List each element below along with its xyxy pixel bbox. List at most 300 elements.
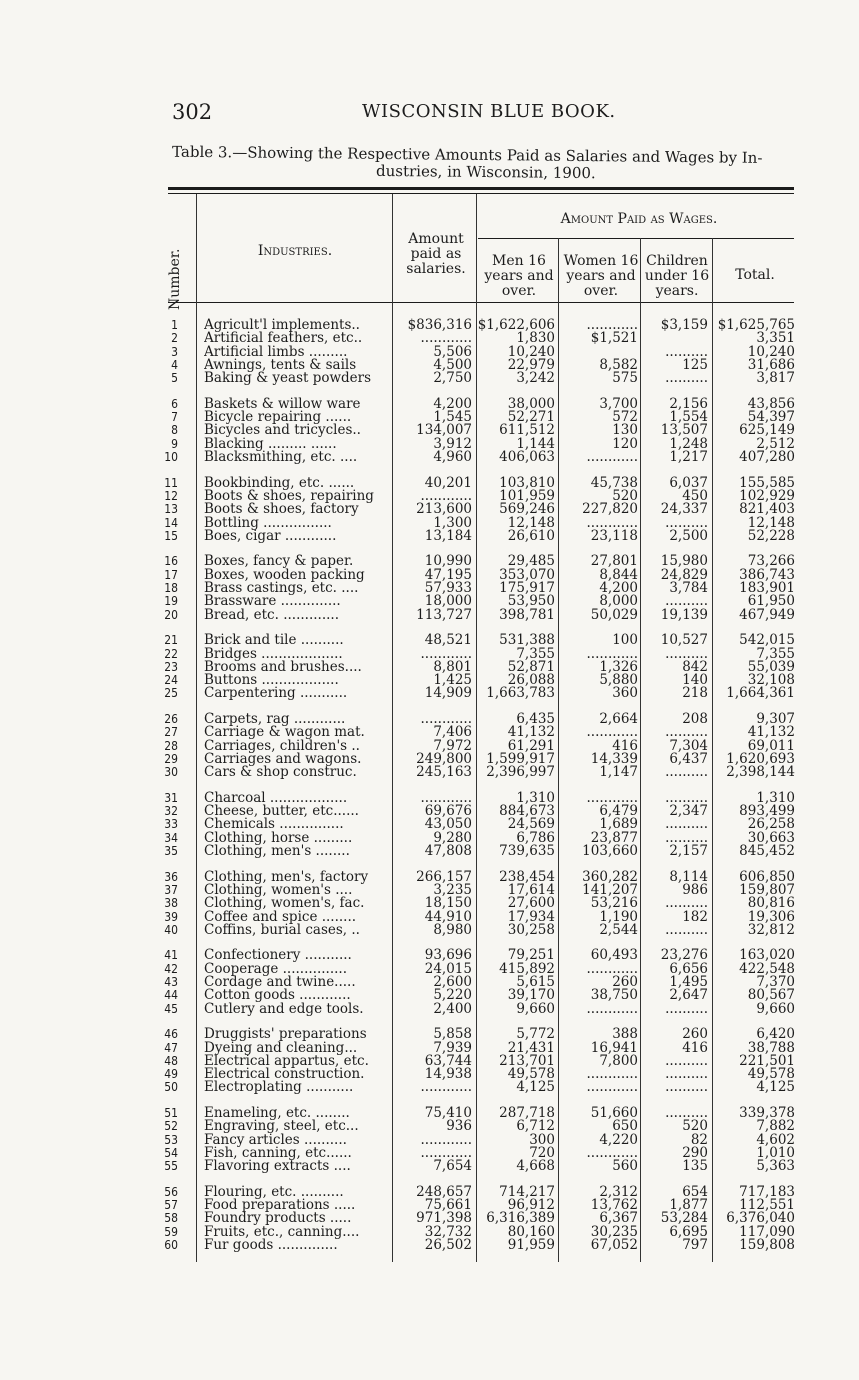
running-head: WISCONSIN BLUE BOOK.: [362, 101, 616, 122]
row-number: 38: [164, 896, 178, 911]
women-wages-cell: 4,200: [599, 580, 638, 596]
industry-name: Boots & shoes, repairing: [204, 488, 374, 503]
table-row: [160, 608, 810, 622]
women-wages-cell: 416: [612, 737, 638, 754]
table-row: [160, 1027, 810, 1041]
men-wages-cell: 6,316,389: [486, 1210, 555, 1227]
row-number: 13: [164, 502, 178, 517]
men-wages-cell: 80,160: [507, 1223, 555, 1240]
industry-name: Clothing, men's ........: [204, 844, 350, 858]
total-cell: 30,663: [747, 829, 795, 846]
men-wages-cell: 5,615: [516, 974, 555, 990]
children-wages-cell: 450: [682, 487, 708, 504]
salaries-cell: 7,406: [433, 724, 472, 741]
industry-name: Bicycle repairing ......: [204, 410, 352, 425]
total-cell: 49,578: [747, 1066, 795, 1083]
children-wages-cell: 3,784: [669, 580, 708, 596]
total-cell: 3,817: [756, 370, 795, 387]
row-number: 19: [164, 594, 178, 609]
industry-name: Boots & shoes, factory: [204, 502, 359, 517]
industry-name: Engraving, steel, etc...: [204, 1119, 359, 1134]
children-wages-cell: $3,159: [660, 317, 708, 333]
men-wages-cell: 26,610: [507, 527, 555, 544]
total-cell: 32,812: [747, 921, 795, 938]
industry-name: Bicycles and tricycles..: [204, 423, 361, 438]
women-wages-cell: 45,738: [590, 474, 638, 491]
industry-name: Cordage and twine.....: [204, 975, 356, 989]
total-cell: 845,452: [739, 843, 795, 859]
table-row: [160, 896, 810, 910]
women-wages-cell: 67,052: [590, 1237, 638, 1253]
industry-name: Fur goods ..............: [204, 1238, 338, 1252]
row-number: 51: [164, 1106, 178, 1120]
total-cell: $1,625,765: [717, 317, 795, 333]
children-wages-cell: 2,347: [669, 803, 708, 820]
men-wages-cell: 287,718: [499, 1105, 555, 1121]
industry-name: Brooms and brushes....: [204, 659, 362, 674]
men-wages-cell: 213,701: [499, 1052, 555, 1069]
total-cell: 73,266: [747, 553, 795, 570]
men-wages-cell: 406,063: [499, 449, 555, 465]
salaries-cell: 134,007: [416, 422, 472, 439]
row-number: 6: [171, 396, 178, 411]
women-wages-cell: ............: [586, 1079, 638, 1096]
total-cell: 7,370: [756, 974, 795, 990]
table-row: [160, 1002, 810, 1016]
men-wages-cell: 24,569: [507, 816, 555, 833]
men-wages-cell: 720: [529, 1144, 555, 1161]
women-wages-cell: 560: [612, 1158, 638, 1175]
salaries-cell: 248,657: [416, 1183, 472, 1200]
industry-name: Blacksmithing, etc. ....: [204, 450, 358, 464]
women-wages-cell: ............: [586, 1066, 638, 1083]
men-wages-cell: 569,246: [499, 501, 555, 518]
table-caption: [172, 144, 800, 185]
salaries-cell: 213,600: [416, 501, 472, 518]
children-wages-cell: 125: [682, 356, 708, 373]
table-row: [160, 765, 810, 779]
salaries-cell: 5,858: [433, 1026, 472, 1043]
children-wages-cell: 15,980: [660, 553, 708, 570]
men-wages-cell: 739,635: [499, 843, 555, 859]
industry-name: Cotton goods ............: [204, 988, 351, 1003]
salaries-cell: 10,990: [424, 553, 472, 570]
table-row: [160, 844, 810, 858]
row-number: 17: [164, 567, 178, 582]
total-cell: 467,949: [739, 606, 795, 623]
row-number: 36: [164, 869, 178, 884]
industry-name: Charcoal ..................: [204, 790, 348, 805]
women-wages-cell: 360: [612, 685, 638, 702]
salaries-cell: 5,506: [433, 343, 472, 360]
table-row: [160, 529, 810, 543]
children-wages-cell: 182: [682, 908, 708, 925]
table-row: [160, 581, 810, 595]
men-wages-cell: 714,217: [499, 1183, 555, 1200]
table-row: [160, 1146, 810, 1160]
total-cell: 893,499: [739, 803, 795, 820]
salaries-cell: 113,727: [416, 606, 472, 623]
row-number: 47: [164, 1040, 178, 1055]
row-number: 3: [171, 344, 178, 359]
men-wages-cell: 39,170: [507, 987, 555, 1004]
row-number: 55: [164, 1159, 178, 1174]
salaries-cell: 8,801: [433, 658, 472, 675]
children-wages-cell: 6,037: [669, 474, 708, 491]
total-cell: 625,149: [739, 422, 795, 439]
children-wages-cell: 53,284: [660, 1210, 708, 1227]
children-wages-cell: ..........: [665, 764, 708, 781]
industry-name: Electroplating ...........: [204, 1080, 354, 1095]
women-wages-cell: 23,877: [590, 829, 638, 846]
total-cell: 41,132: [747, 724, 795, 741]
table-row: [160, 1119, 810, 1133]
children-wages-cell: ..........: [665, 1105, 708, 1121]
men-wages-cell: 9,660: [516, 1000, 555, 1017]
table-row: [160, 686, 810, 700]
salaries-cell: 26,502: [424, 1237, 472, 1253]
women-wages-cell: 5,880: [599, 672, 638, 689]
total-cell: 183,901: [739, 580, 795, 596]
children-wages-cell: 2,157: [669, 843, 708, 859]
wages-subheader-rule: [478, 238, 794, 239]
women-wages-cell: $1,521: [590, 330, 638, 347]
men-wages-cell: 353,070: [499, 566, 555, 583]
row-number: 21: [164, 633, 178, 648]
table-row: [160, 673, 810, 687]
salaries-cell: 24,015: [424, 960, 472, 977]
table-row: [160, 568, 810, 582]
industry-name: Coffins, burial cases, ..: [204, 922, 360, 937]
table-row: [160, 962, 810, 976]
women-wages-cell: ............: [586, 724, 638, 741]
men-wages-cell: 1,144: [516, 435, 555, 452]
row-number: 4: [171, 357, 178, 372]
men-wages-cell: 38,000: [507, 395, 555, 412]
total-cell: 9,660: [756, 1000, 795, 1017]
salaries-cell: 2,600: [433, 974, 472, 990]
women-wages-cell: 388: [612, 1026, 638, 1043]
men-wages-cell: 103,810: [499, 474, 555, 491]
table-row: [160, 633, 810, 647]
row-number: 18: [164, 581, 178, 595]
table-row: [160, 923, 810, 937]
men-wages-cell: 884,673: [499, 803, 555, 820]
salaries-cell: ............: [420, 1079, 472, 1096]
table-row: [160, 331, 810, 345]
total-cell: 26,258: [747, 816, 795, 833]
caption-line-1: Table 3.—Showing the Respective Amounts Paid as Salaries and Wages by In-: [172, 142, 763, 167]
table-row: [160, 948, 810, 962]
total-cell: 6,376,040: [726, 1210, 795, 1227]
row-number: 35: [164, 844, 178, 858]
children-wages-cell: ..........: [665, 645, 708, 662]
industry-name: Cheese, butter, etc......: [204, 804, 359, 819]
men-wages-cell: 10,240: [507, 343, 555, 360]
row-number: 37: [164, 882, 178, 897]
women-wages-cell: 60,493: [590, 947, 638, 964]
salaries-cell: ............: [420, 330, 472, 347]
salaries-cell: 75,410: [424, 1105, 472, 1121]
women-wages-cell: 16,941: [590, 1039, 638, 1056]
men-wages-cell: 3,242: [516, 370, 555, 387]
total-cell: 38,788: [747, 1039, 795, 1056]
row-number: 34: [164, 830, 178, 845]
salaries-cell: 9,280: [433, 829, 472, 846]
row-number: 54: [164, 1145, 178, 1160]
men-wages-cell: 6,712: [516, 1118, 555, 1135]
table-row: [160, 554, 810, 568]
men-header: Men 16 years and over.: [484, 253, 554, 299]
table-row: [160, 1106, 810, 1120]
industry-name: Carriages and wagons.: [204, 751, 362, 766]
industry-name: Foundry products .....: [204, 1211, 352, 1226]
men-wages-cell: 1,310: [516, 789, 555, 806]
children-wages-cell: 2,156: [669, 395, 708, 412]
children-wages-cell: ..........: [665, 895, 708, 912]
men-wages-cell: 12,148: [507, 514, 555, 531]
table-row: [160, 831, 810, 845]
row-number: 5: [171, 371, 178, 386]
industry-name: Cooperage ...............: [204, 961, 348, 976]
table-row: [160, 1067, 810, 1081]
salaries-cell: 245,163: [416, 764, 472, 781]
total-cell: 606,850: [739, 868, 795, 885]
total-cell: 3,351: [756, 330, 795, 347]
total-cell: 7,882: [756, 1118, 795, 1135]
industry-name: Boxes, fancy & paper.: [204, 554, 354, 569]
children-wages-cell: 10,527: [660, 632, 708, 649]
salaries-cell: 40,201: [424, 474, 472, 491]
salaries-cell: 48,521: [424, 632, 472, 649]
table-row: [160, 516, 810, 530]
women-wages-cell: 650: [612, 1118, 638, 1135]
table-row: [160, 371, 810, 385]
row-number: 23: [164, 659, 178, 674]
men-wages-cell: 1,663,783: [486, 685, 555, 702]
children-wages-cell: 290: [682, 1144, 708, 1161]
women-wages-cell: 50,029: [590, 606, 638, 623]
children-wages-cell: 6,695: [669, 1223, 708, 1240]
industry-name: Baskets & willow ware: [204, 396, 361, 411]
table-row: [160, 1225, 810, 1239]
total-cell: 821,403: [739, 501, 795, 518]
women-wages-cell: 8,844: [599, 566, 638, 583]
women-wages-cell: 51,660: [590, 1105, 638, 1121]
row-number: 59: [164, 1224, 178, 1239]
children-wages-cell: 135: [682, 1158, 708, 1175]
salaries-cell: 5,220: [433, 987, 472, 1004]
salaries-header: Amount paid as salaries.: [406, 231, 466, 277]
total-cell: 542,015: [739, 632, 795, 649]
men-wages-cell: 53,950: [507, 593, 555, 610]
men-wages-cell: 52,871: [507, 658, 555, 675]
row-number: 9: [171, 436, 178, 451]
total-cell: 12,148: [747, 514, 795, 531]
men-wages-cell: 611,512: [499, 422, 555, 439]
children-wages-cell: 13,507: [660, 422, 708, 439]
total-cell: 221,501: [739, 1052, 795, 1069]
table-row: [160, 1198, 810, 1212]
men-wages-cell: 5,772: [516, 1026, 555, 1043]
industry-name: Brass castings, etc. ....: [204, 581, 359, 595]
industry-name: Buttons ..................: [204, 673, 339, 688]
total-cell: 19,306: [747, 908, 795, 925]
women-wages-cell: 14,339: [590, 750, 638, 767]
children-wages-cell: 2,647: [669, 987, 708, 1004]
industry-name: Clothing, women's ....: [204, 882, 353, 897]
total-cell: 10,240: [747, 343, 795, 360]
industry-name: Carriage & wagon mat.: [204, 725, 365, 740]
men-wages-cell: 531,388: [499, 632, 555, 649]
children-wages-cell: 797: [682, 1237, 708, 1253]
row-number: 57: [164, 1198, 178, 1213]
salaries-cell: 3,912: [433, 435, 472, 452]
men-wages-cell: 21,431: [507, 1039, 555, 1056]
table-row: [160, 739, 810, 753]
industry-name: Clothing, horse .........: [204, 830, 353, 845]
page-number: 302: [172, 100, 213, 124]
table-row: [160, 1211, 810, 1225]
industry-name: Bottling ................: [204, 515, 332, 530]
row-number: 48: [164, 1053, 178, 1068]
salaries-cell: 4,500: [433, 356, 472, 373]
salaries-cell: 4,200: [433, 395, 472, 412]
industry-name: Flouring, etc. ..........: [204, 1184, 344, 1199]
children-wages-cell: 6,437: [669, 750, 708, 767]
row-number: 31: [164, 790, 178, 805]
men-wages-cell: 29,485: [507, 553, 555, 570]
children-wages-cell: 2,500: [669, 527, 708, 544]
children-wages-cell: 24,337: [660, 501, 708, 518]
children-wages-cell: ..........: [665, 829, 708, 846]
children-header: Children under 16 years.: [644, 253, 710, 299]
men-wages-cell: 238,454: [499, 868, 555, 885]
industry-name: Bread, etc. .............: [204, 607, 339, 622]
men-wages-cell: 52,271: [507, 409, 555, 426]
row-number: 16: [164, 554, 178, 569]
industry-name: Bridges ...................: [204, 646, 343, 661]
row-number: 32: [164, 804, 178, 819]
table-row: [160, 502, 810, 516]
total-cell: 2,512: [756, 435, 795, 452]
row-number: 7: [171, 410, 178, 425]
salaries-cell: 47,808: [424, 843, 472, 859]
women-wages-cell: 100: [612, 632, 638, 649]
women-wages-cell: ............: [586, 789, 638, 806]
women-wages-cell: 103,660: [582, 843, 638, 859]
women-wages-cell: 2,544: [599, 921, 638, 938]
total-cell: 159,808: [739, 1237, 795, 1253]
total-cell: 422,548: [739, 960, 795, 977]
salaries-cell: 2,400: [433, 1000, 472, 1017]
caption-line-2: dustries, in Wisconsin, 1900.: [375, 161, 596, 183]
women-wages-cell: 1,147: [599, 764, 638, 781]
women-wages-cell: ............: [586, 645, 638, 662]
row-number: 60: [164, 1238, 178, 1252]
women-wages-cell: 1,326: [599, 658, 638, 675]
industries-header: Industries.: [257, 243, 333, 259]
row-number: 42: [164, 961, 178, 976]
total-cell: 717,183: [739, 1183, 795, 1200]
women-header: Women 16 years and over.: [563, 253, 639, 299]
total-cell: 1,620,693: [726, 750, 795, 767]
salaries-cell: 8,980: [433, 921, 472, 938]
women-wages-cell: 120: [612, 435, 638, 452]
table-row: [160, 870, 810, 884]
table-row: [160, 1159, 810, 1173]
table-row: [160, 804, 810, 818]
women-wages-cell: 13,762: [590, 1197, 638, 1214]
row-number: 2: [171, 331, 178, 346]
children-wages-cell: 1,554: [669, 409, 708, 426]
children-wages-cell: 986: [682, 881, 708, 898]
row-number: 53: [164, 1132, 178, 1147]
total-header: Total.: [735, 267, 775, 283]
women-wages-cell: ............: [586, 317, 638, 333]
women-wages-cell: ............: [586, 960, 638, 977]
men-wages-cell: 61,291: [507, 737, 555, 754]
salaries-cell: ............: [420, 1131, 472, 1148]
salaries-cell: ............: [420, 1144, 472, 1161]
row-number: 58: [164, 1211, 178, 1226]
wages-group-header: Amount Paid as Wages.: [560, 211, 718, 227]
table-row: [160, 647, 810, 661]
total-cell: 102,929: [739, 487, 795, 504]
children-wages-cell: ..........: [665, 1000, 708, 1017]
salaries-cell: 1,425: [433, 672, 472, 689]
salaries-cell: ............: [420, 789, 472, 806]
men-wages-cell: 2,396,997: [486, 764, 555, 781]
children-wages-cell: ..........: [665, 343, 708, 360]
total-cell: 9,307: [756, 711, 795, 727]
children-wages-cell: 1,217: [669, 449, 708, 465]
total-cell: 32,108: [747, 672, 795, 689]
industry-name: Artificial feathers, etc..: [204, 331, 363, 346]
women-wages-cell: 38,750: [590, 987, 638, 1004]
salaries-cell: 44,910: [424, 908, 472, 925]
children-wages-cell: 520: [682, 1118, 708, 1135]
women-wages-cell: 3,700: [599, 395, 638, 412]
children-wages-cell: 140: [682, 672, 708, 689]
men-wages-cell: 91,959: [507, 1237, 555, 1253]
industry-name: Carpentering ...........: [204, 686, 348, 701]
men-wages-cell: 1,599,917: [486, 750, 555, 767]
men-wages-cell: 6,435: [516, 711, 555, 727]
table-row: [160, 817, 810, 831]
men-wages-cell: 415,892: [499, 960, 555, 977]
men-wages-cell: 300: [529, 1131, 555, 1148]
men-wages-cell: 79,251: [507, 947, 555, 964]
industry-name: Coffee and spice ........: [204, 909, 357, 924]
women-wages-cell: 8,000: [599, 593, 638, 610]
total-cell: 4,125: [756, 1079, 795, 1096]
salaries-cell: $836,316: [407, 317, 472, 333]
table-row: [160, 423, 810, 437]
industry-name: Flavoring extracts ....: [204, 1159, 351, 1174]
women-wages-cell: 572: [612, 409, 638, 426]
row-number: 29: [164, 751, 178, 766]
table-row: [160, 450, 810, 464]
children-wages-cell: 23,276: [660, 947, 708, 964]
header-bottom-rule: [168, 302, 794, 303]
salaries-cell: 47,195: [424, 566, 472, 583]
children-wages-cell: 19,139: [660, 606, 708, 623]
industry-name: Boxes, wooden packing: [204, 567, 365, 582]
row-number: 44: [164, 988, 178, 1003]
women-wages-cell: 1,689: [599, 816, 638, 833]
children-wages-cell: 260: [682, 1026, 708, 1043]
